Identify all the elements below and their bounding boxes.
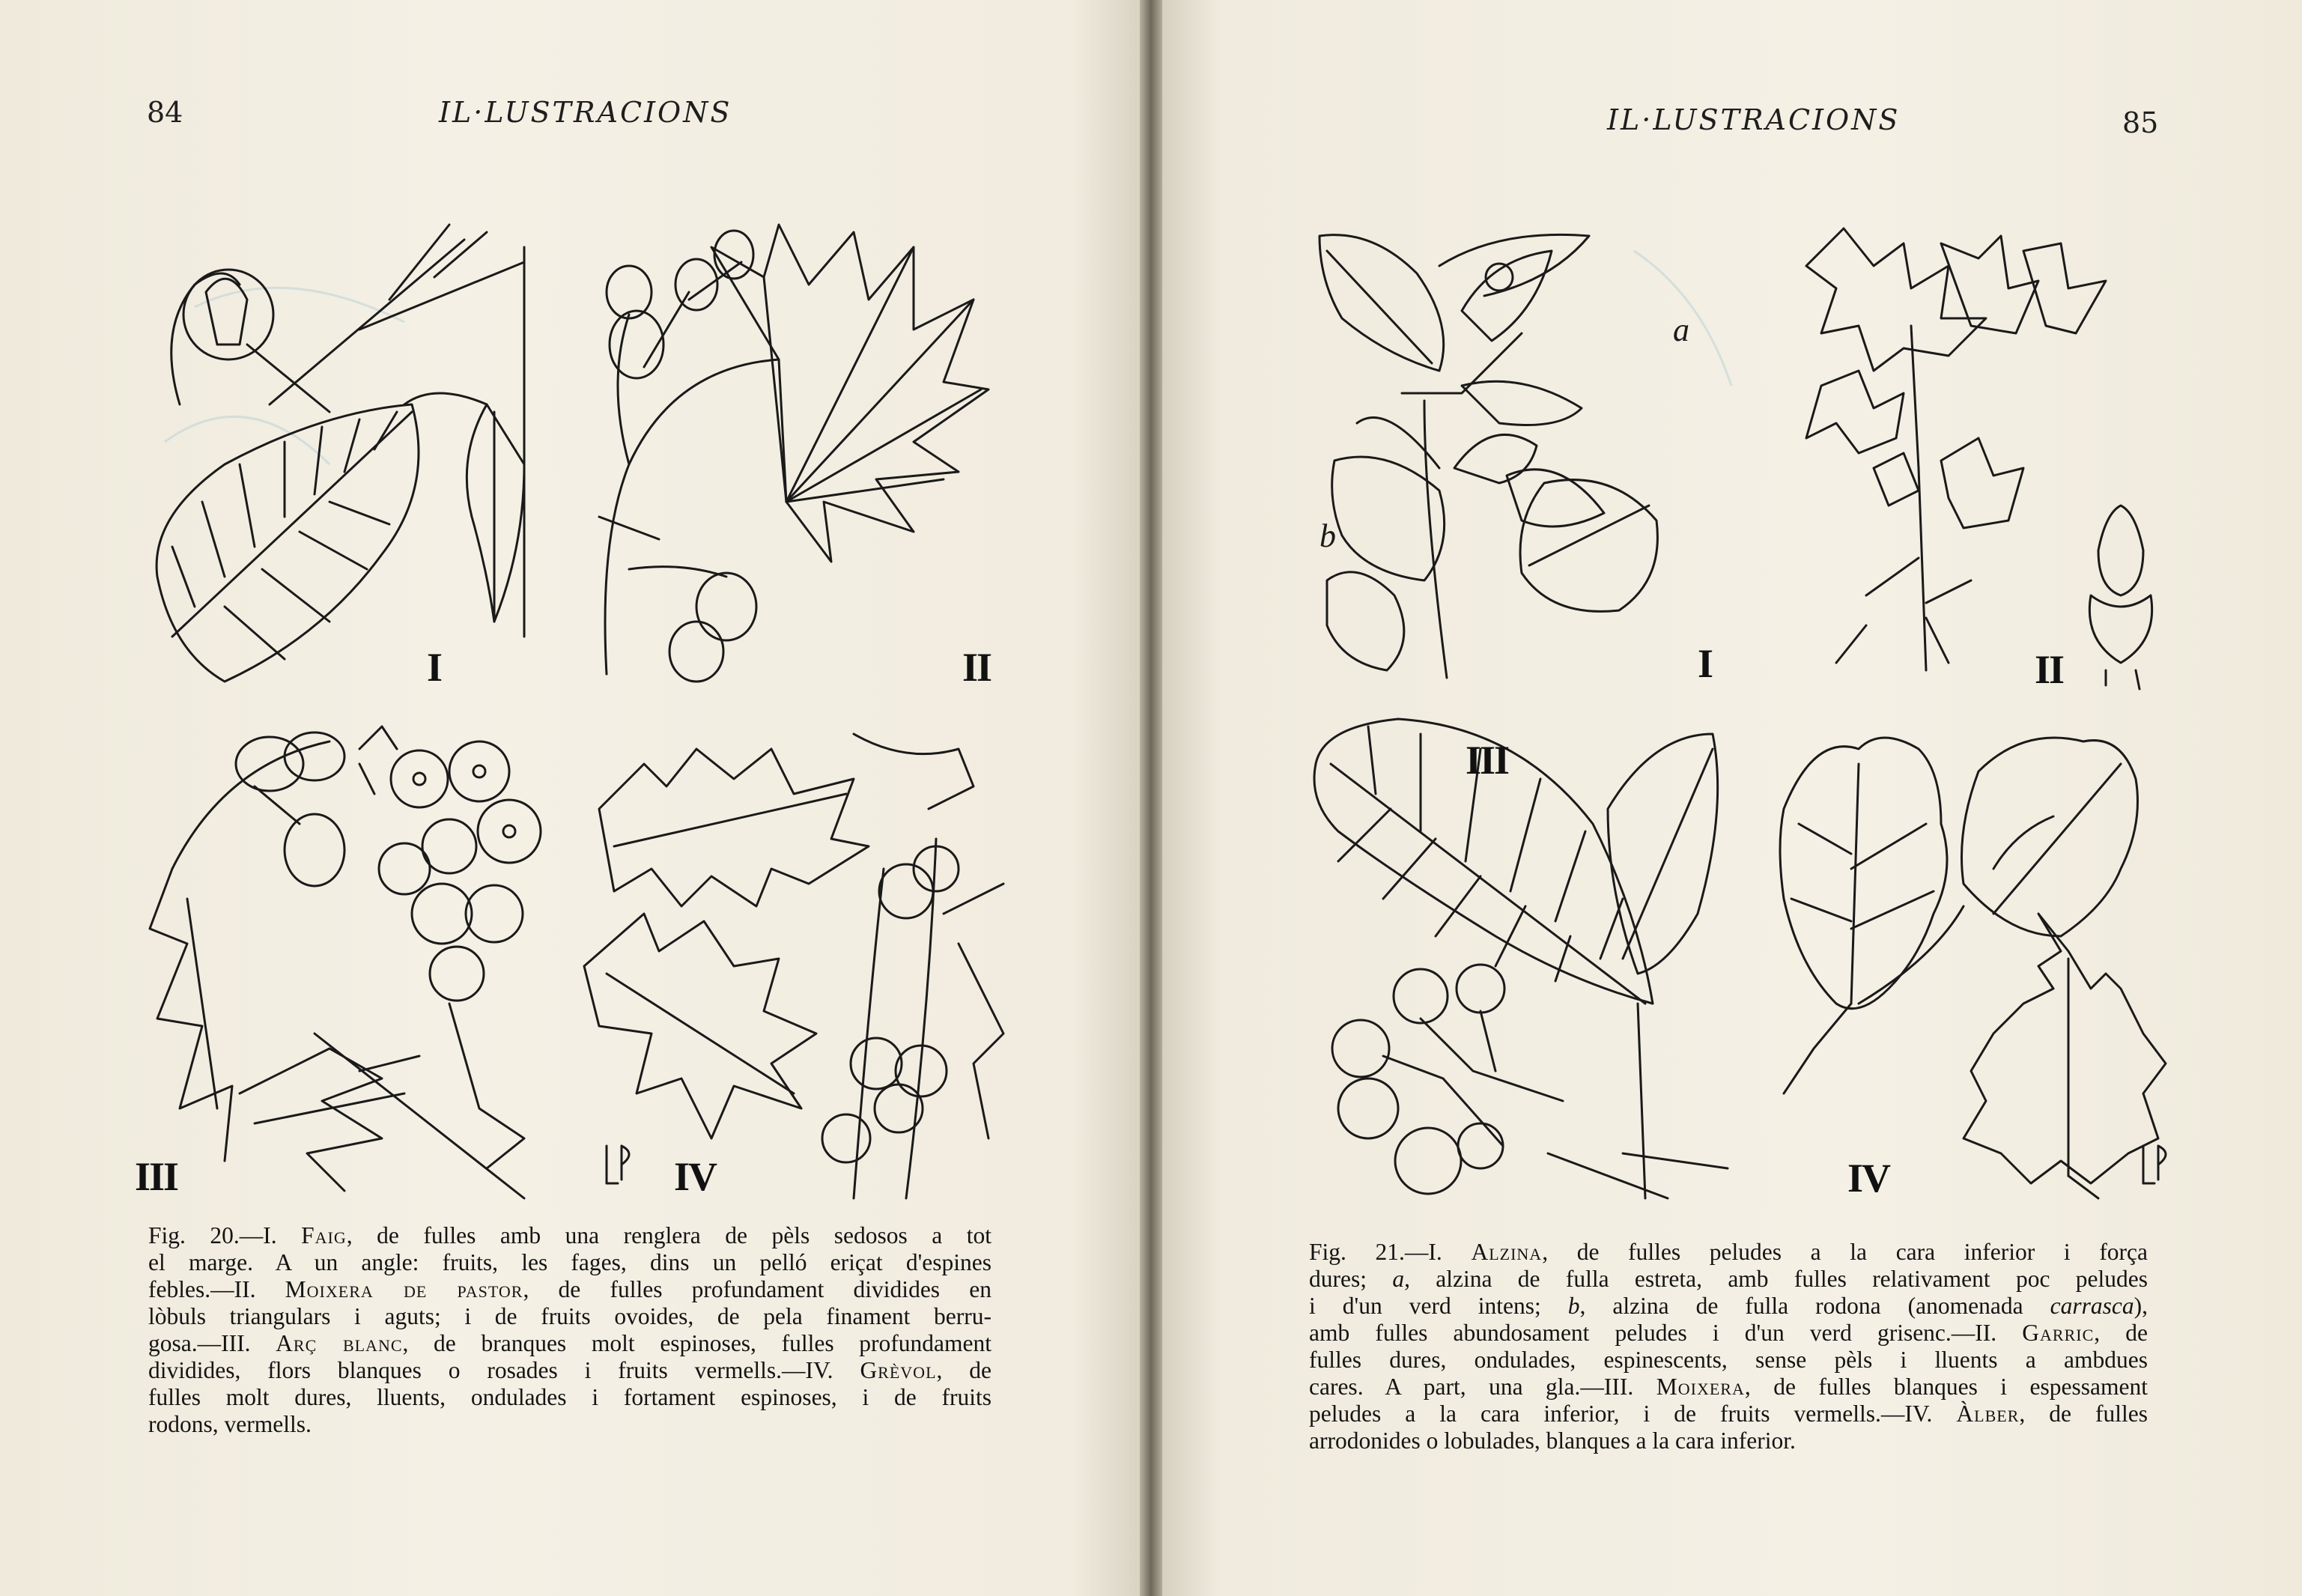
panel-numeral: II [2035,647,2064,692]
caption-line: fulles molt dures, lluents, ondulades i fortament espinoses, i de fruits [148,1384,991,1410]
caption-line: dividides, flors blanques o rosades i fruits vermells.—IV. Grèvol, de [148,1357,991,1383]
figure-20-caption [148,1222,991,1438]
artist-monogram-icon [2136,1138,2181,1191]
illustration-kermes-oak [1776,221,2181,693]
running-head: IL·LUSTRACIONS [439,96,732,129]
panel-numeral: I [427,645,442,690]
panel-numeral: III [135,1154,178,1199]
right-page [1162,0,2302,1596]
running-head: IL·LUSTRACIONS [1607,103,1901,136]
variety-letter-a: a [1673,312,1689,348]
caption-line: dures; a, alzina de fulla estreta, amb fulles relativament poc peludes [1309,1266,2148,1292]
caption-line: amb fulles abundosament peludes i d'un verd grisenc.—II. Garric, de [1309,1320,2148,1346]
artist-monogram-icon [599,1138,644,1191]
caption-line: Fig. 20.—I. Faig, de fulles amb una renglera de pèls sedosos a tot [148,1222,991,1248]
caption-line: Fig. 21.—I. Alzina, de fulles peludes a la cara inferior i força [1309,1239,2148,1265]
caption-line: rodons, vermells. [148,1411,312,1437]
caption-line: febles.—II. Moixera de pastor, de fulles profundament dividides en [148,1276,991,1302]
illustration-hawthorn [135,719,554,1198]
page-number: 84 [147,96,183,129]
panel-numeral: III [1466,738,1509,783]
caption-line: gosa.—III. Arç blanc, de branques molt espinoses, fulles profundament [148,1330,991,1356]
illustration-wild-service-tree [584,217,1003,697]
page-number: 85 [2122,106,2159,139]
left-page [0,0,1140,1596]
illustration-beech [135,217,554,697]
illustration-holm-oak [1312,221,1746,693]
figure-21-caption [1309,1239,2148,1454]
panel-numeral: IV [1847,1156,1890,1201]
caption-line: peludes a la cara inferior, i de fruits vermells.—IV. Àlber, de fulles [1309,1401,2148,1427]
book-gutter [1140,0,1162,1596]
caption-line: lòbuls triangulars i aguts; i de fruits ovoides, de pela finament berru- [148,1303,991,1329]
panel-numeral: IV [674,1154,717,1199]
caption-line: cares. A part, una gla.—III. Moixera, de fulles blanques i espessament [1309,1374,2148,1400]
variety-letter-b: b [1319,518,1336,554]
panel-numeral: II [962,645,991,690]
caption-line: fulles dures, ondulades, espinescents, sense pèls i lluents a ambdues [1309,1347,2148,1373]
caption-line: arrodonides o lobulades, blanques a la cara inferior. [1309,1427,1796,1454]
caption-line: i d'un verd intens; b, alzina de fulla rodona (anomenada carrasca), [1309,1293,2148,1319]
illustration-white-poplar [1769,719,2188,1201]
panel-numeral: I [1698,641,1713,686]
illustration-whitebeam [1308,719,1743,1198]
illustration-holly [584,719,1003,1198]
caption-line: el marge. A un angle: fruits, les fages, dins un pelló eriçat d'espines [148,1249,991,1275]
